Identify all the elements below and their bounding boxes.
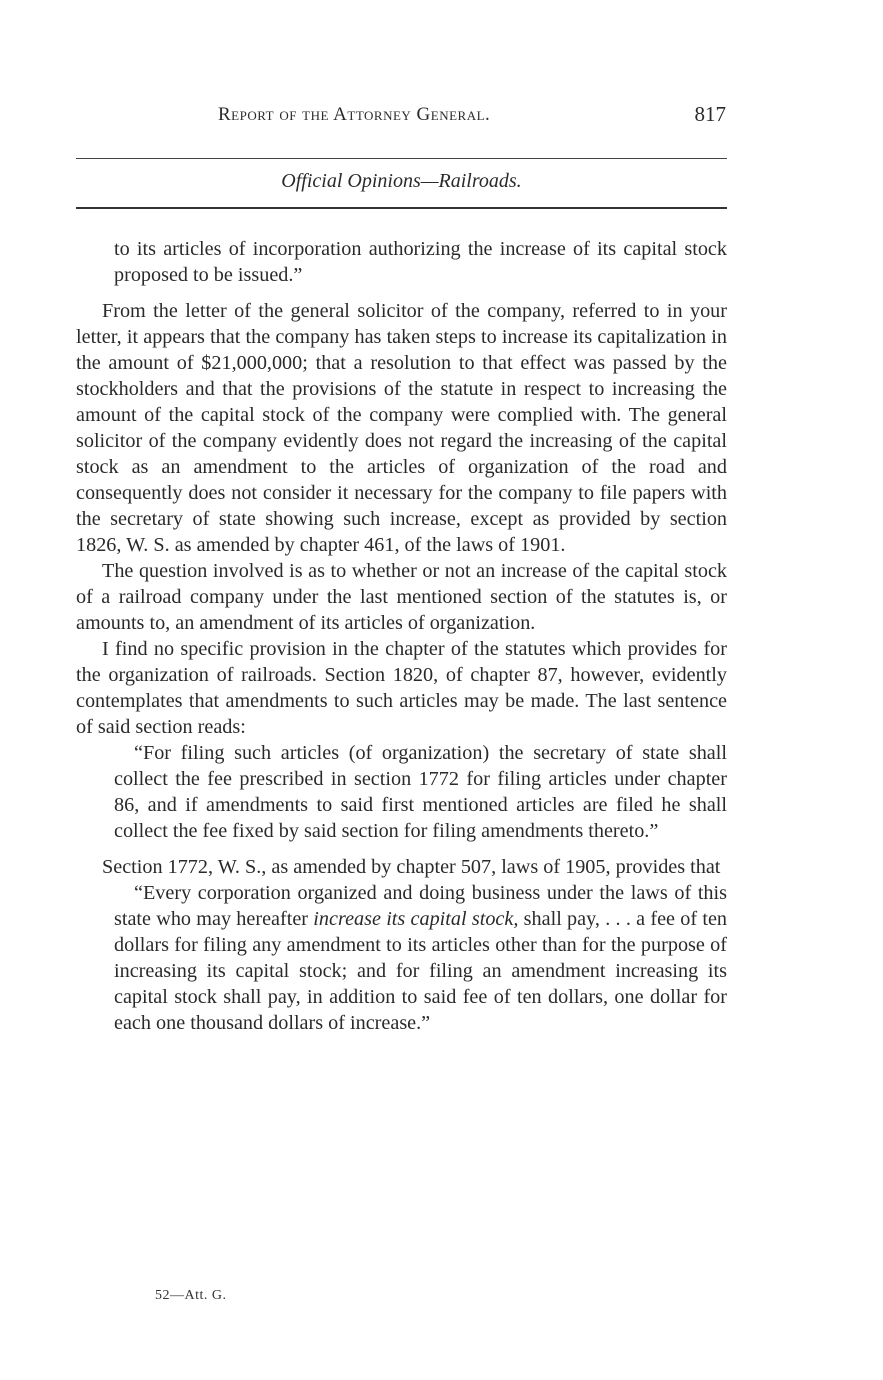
block-quote: “For filing such articles (of organization) the secretary of state shall collect the fee prescribed in section 1772 for filing articles under chapter 86, and if amendments to said first mentioned articles are filed he shall collect the fee fixed by said section for filing amendments thereto.” <box>114 742 727 842</box>
body-text <box>76 236 727 1036</box>
quote-emphasis: increase its capital stock, <box>313 908 519 930</box>
paragraph: Section 1772, W. S., as amended by chapter 507, laws of 1905, provides that <box>102 856 721 878</box>
page-number: 817 <box>694 102 726 126</box>
paragraph: The question involved is as to whether or not an increase of the capital stock of a railroad company under the last mentioned section of the statutes is, or amounts to, an amendment of its articles of organization. <box>76 560 727 634</box>
quote-text: shall pay, . . . a fee of ten dollars for filing any amendment to its articles other than for the purpose of increasing its capital stock; and for filing an amendment increasing its capital stock shall pay, in addition to said fee of ten dollars, one dollar for each one thousand dollars of increase.” <box>114 908 728 1034</box>
section-heading: Official Opinions—Railroads. <box>281 170 522 192</box>
quote-text: “Every corporation organized and doing business under the laws of this state who may hereafter <box>114 882 727 930</box>
running-head <box>76 104 726 134</box>
header-rule-top <box>76 158 727 159</box>
block-quote <box>76 880 727 1036</box>
header-rule-bottom <box>76 207 727 209</box>
signature-mark: 52—Att. G. <box>155 1288 227 1303</box>
paragraph: From the letter of the general solicitor of the company, referred to in your letter, it appears that the company has taken steps to increase its capitalization in the amount of $21,000,000; that a resolution to that effect was passed by the stockholders and that the provisions of the statute in respect to increasing the amount of the capital stock of the company were complied with. The general solicitor of the company evidently does not regard the increasing of the capital stock as an amendment to the articles of organization of the road and consequently does not consider it necessary for the company to file papers with the secretary of state showing such increase, except as provided by section 1826, W. S. as amended by chapter 461, of the laws of 1901. <box>76 300 727 556</box>
running-title: Report of the Attorney General. <box>218 104 491 125</box>
paragraph-continuation: to its articles of incorporation authorizing the increase of its capital stock proposed to be issued.” <box>114 238 727 286</box>
paragraph: I find no specific provision in the chapter of the statutes which provides for the organization of railroads. Section 1820, of chapter 87, however, evidently contemplates that amendments to such articles may be made. The last sentence of said section reads: <box>76 638 727 738</box>
